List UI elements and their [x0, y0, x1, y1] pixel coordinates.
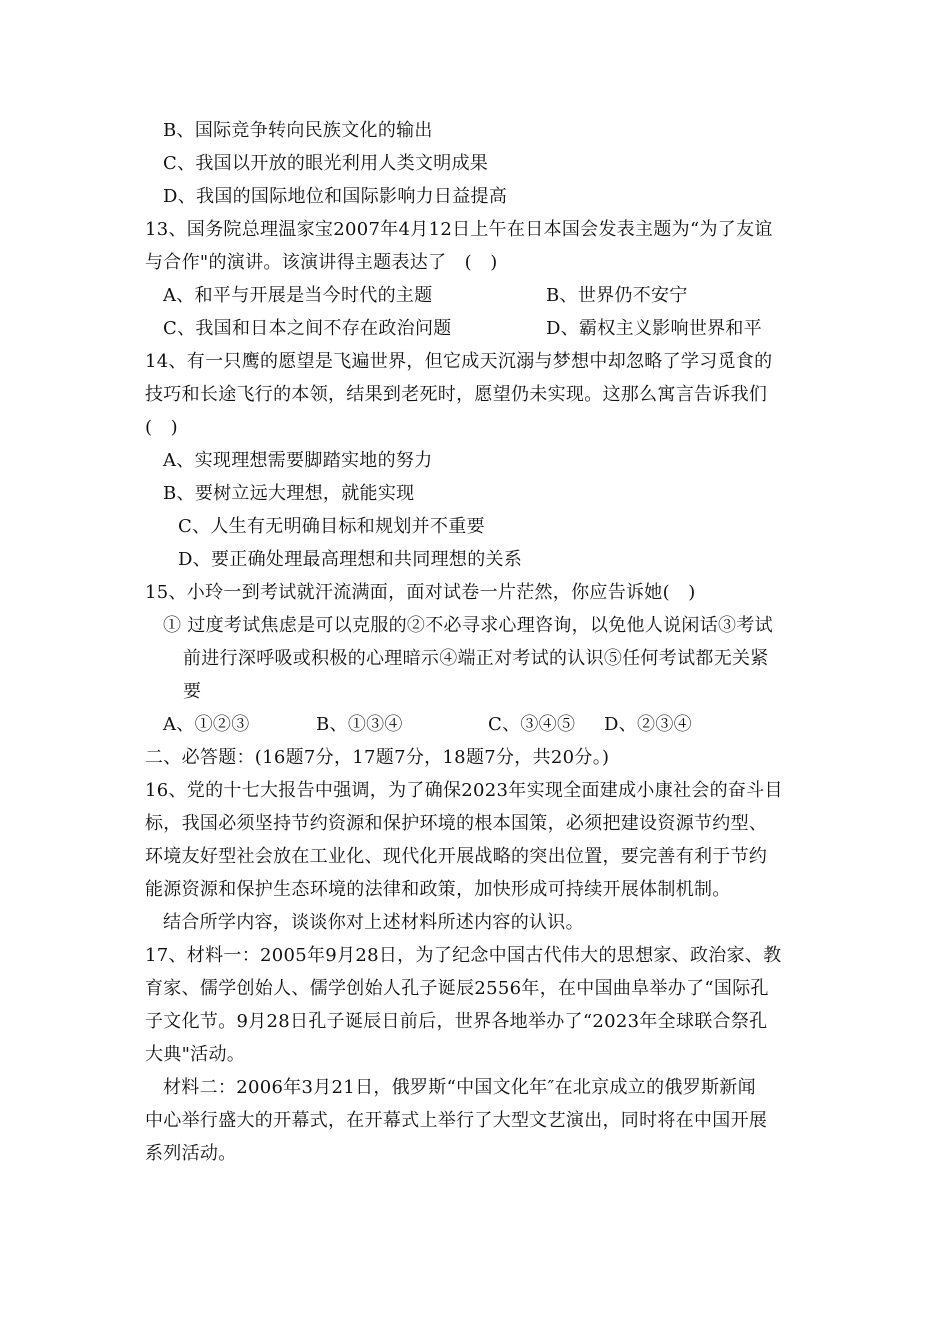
q14-option-d: D、要正确处理最高理想和共同理想的关系 — [178, 549, 523, 570]
q17-material-2-line-3: 系列活动。 — [145, 1143, 237, 1164]
q15-option-c: C、③④⑤ — [488, 714, 576, 735]
q17-material-1-line-3: 子文化节。9月28日孔子诞辰日前后，世界各地举办了“2023年全球联合祭孔 — [145, 1011, 768, 1032]
q12-option-b: B、国际竞争转向民族文化的输出 — [163, 120, 433, 141]
q15-statements-line-3: 要 — [183, 681, 202, 702]
q16-text-line-3: 环境友好型社会放在工业化、现代化开展战略的突出位置，要完善有利于节约 — [145, 846, 768, 867]
q16-text-line-1: 16、党的十七大报告中强调，为了确保2023年实现全面建成小康社会的奋斗目 — [145, 780, 783, 801]
section-2-heading: 二、必答题：(16题7分，17题7分，18题7分，共20分。) — [145, 747, 610, 768]
q14-option-b: B、要树立远大理想，就能实现 — [163, 483, 415, 504]
q13-question-line-2: 与合作"的演讲。该演讲得主题表达了 ( ) — [145, 252, 498, 273]
q16-prompt: 结合所学内容，谈谈你对上述材料所述内容的认识。 — [163, 912, 584, 933]
q15-question-line-1: 15、小玲一到考试就汗流满面，面对试卷一片茫然，你应告诉她( ) — [145, 582, 696, 603]
q15-statements-line-1: ① 过度考试焦虑是可以克服的②不必寻求心理咨询，以免他人说闲话③考试 — [163, 615, 773, 636]
q17-material-2-line-2: 中心举行盛大的开幕式，在开幕式上举行了大型文艺演出，同时将在中国开展 — [145, 1110, 768, 1131]
q15-option-d: D、②③④ — [604, 714, 692, 735]
q15-option-a: A、①②③ — [163, 714, 250, 735]
q14-question-line-3: ( ) — [145, 417, 178, 438]
q16-text-line-4: 能源资源和保护生态环境的法律和政策，加快形成可持续开展体制机制。 — [145, 879, 731, 900]
q17-material-2-line-1: 材料二：2006年3月21日，俄罗斯“中国文化年″在北京成立的俄罗斯新闻 — [163, 1077, 756, 1098]
q13-question-line-1: 13、国务院总理温家宝2007年4月12日上午在日本国会发表主题为“为了友谊 — [145, 219, 773, 240]
q17-material-1-line-1: 17、材料一：2005年9月28日，为了纪念中国古代伟大的思想家、政治家、教 — [145, 945, 782, 966]
q17-material-1-line-4: 大典"活动。 — [145, 1044, 246, 1065]
q14-option-c: C、人生有无明确目标和规划并不重要 — [178, 516, 485, 537]
q17-material-1-line-2: 育家、儒学创始人、儒学创始人孔子诞辰2556年，在中国曲阜举办了“国际孔 — [145, 978, 769, 999]
q15-statements-line-2: 前进行深呼吸或积极的心理暗示④端正对考试的认识⑤任何考试都无关紧 — [183, 648, 769, 669]
q16-text-line-2: 标，我国必须坚持节约资源和保护环境的根本国策，必须把建设资源节约型、 — [145, 813, 768, 834]
q14-question-line-1: 14、有一只鹰的愿望是飞遍世界，但它成天沉溺与梦想中却忽略了学习觅食的 — [145, 351, 773, 372]
q13-option-b: B、世界仍不安宁 — [546, 285, 688, 306]
q12-option-d: D、我国的国际地位和国际影响力日益提高 — [163, 186, 508, 207]
q13-option-d: D、霸权主义影响世界和平 — [546, 318, 763, 339]
q14-question-line-2: 技巧和长途飞行的本领，结果到老死时，愿望仍未实现。这那么寓言告诉我们 — [145, 384, 768, 405]
q15-option-b: B、①③④ — [316, 714, 403, 735]
q12-option-c: C、我国以开放的眼光利用人类文明成果 — [163, 153, 489, 174]
q13-option-a: A、和平与开展是当今时代的主题 — [163, 285, 433, 306]
q14-option-a: A、实现理想需要脚踏实地的努力 — [163, 450, 433, 471]
q13-option-c: C、我国和日本之间不存在政治问题 — [163, 318, 452, 339]
